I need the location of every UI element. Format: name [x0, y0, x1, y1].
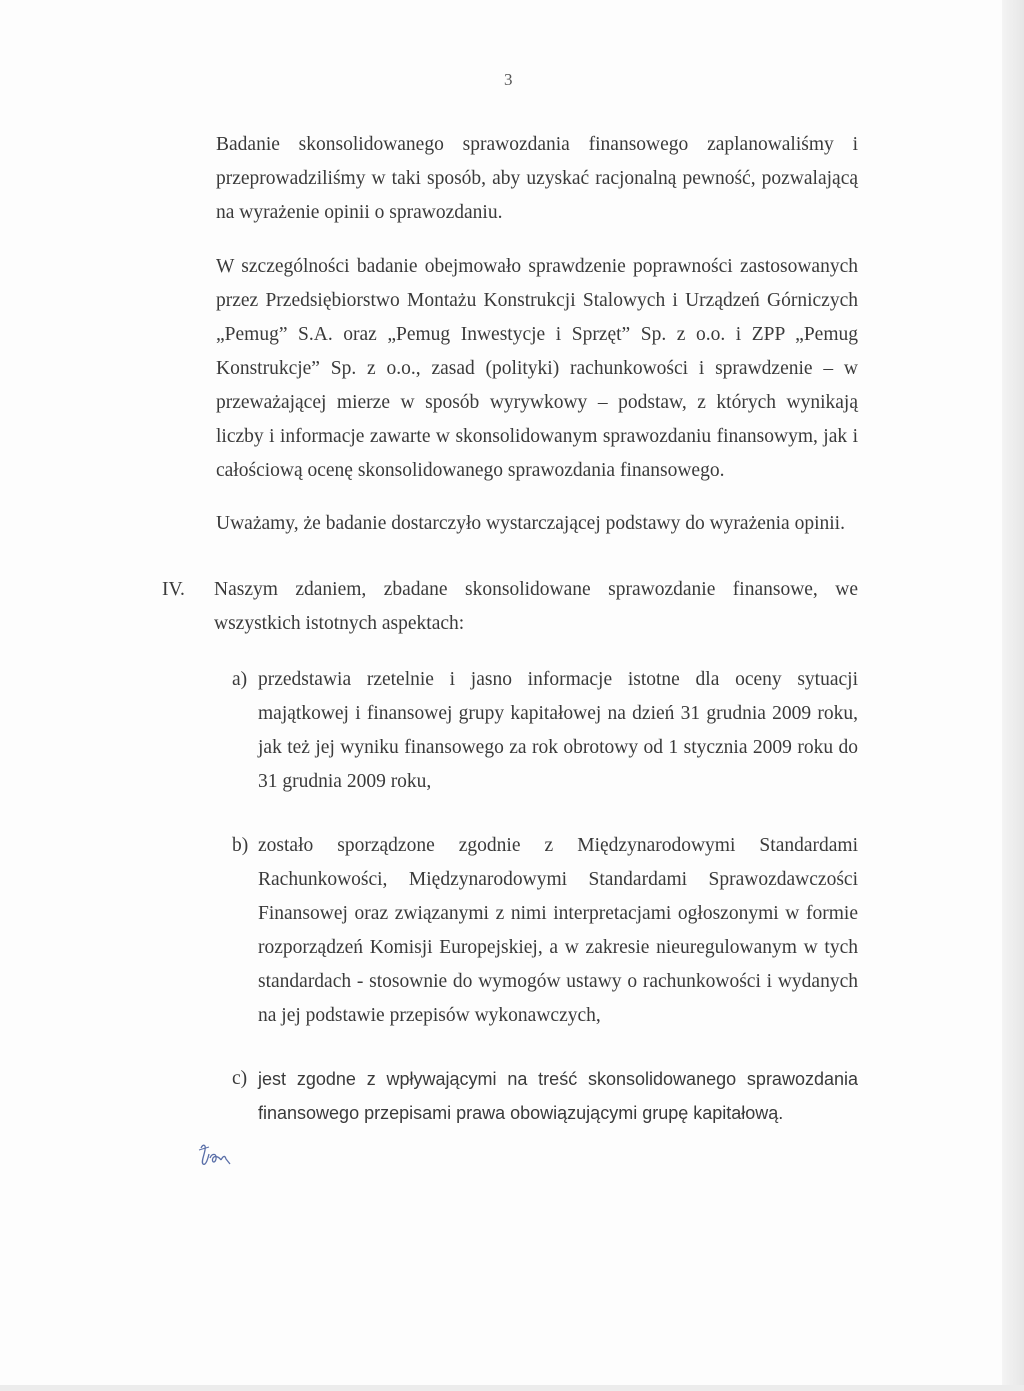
scan-edge-right [1002, 0, 1024, 1391]
paragraph-audit-basis: Uważamy, że badanie dostarczyło wystarczającej podstawy do wyrażenia opinii. [216, 513, 845, 534]
list-item-text: przedstawia rzetelnie i jasno informacje istotne dla oceny sytuacji majątkowej i finansowej grupy kapitałowej na dzień 31 grudnia 2009 roku, jak też jej wyniku finansowego za rok obrotowy od 1 stycznia 2009 roku do 31 grudnia 2009 roku, [258, 669, 858, 792]
section-number: IV. [162, 579, 185, 600]
list-item-label: a) [232, 669, 248, 690]
list-item-text: jest zgodne z wpływającymi na treść skonsolidowanego sprawozdania finansowego przepisami prawa obowiązującymi grupę kapitałową. [258, 1069, 858, 1123]
list-item-label: b) [232, 835, 249, 856]
page-number: 3 [504, 70, 513, 89]
scan-edge-bottom [0, 1385, 1024, 1391]
paragraph-audit-planning: Badanie skonsolidowanego sprawozdania finansowego zaplanowaliśmy i przeprowadziliśmy w taki sposób, aby uzyskać racjonalną pewność, pozwalającą na wyrażenie opinii o sprawozdaniu. [216, 134, 858, 223]
list-item-text: zostało sporządzone zgodnie z Międzynarodowymi Standardami Rachunkowości, Międzynarodowymi Standardami Sprawozdawczości Finansowej oraz związanymi z nimi interpretacjami ogłoszonymi w formie rozporządzeń Komisji Europejskiej, a w zakresie nieuregulowanym w tych standardach - stosownie do wymogów ustawy o rachunkowości i wydanych na jej podstawie przepisów wykonawczych, [258, 835, 858, 1026]
paragraph-audit-scope: W szczególności badanie obejmowało sprawdzenie poprawności zastosowanych przez Przedsiębiorstwo Montażu Konstrukcji Stalowych i Urządzeń Górniczych „Pemug” S.A. oraz „Pemug Inwestycje i Sprzęt” Sp. z o.o. i ZPP „Pemug Konstrukcje” Sp. z o.o., zasad (polityki) rachunkowości i sprawdzenie – w przeważającej mierze w sposób wyrywkowy – podstaw, z których wynikają liczby i informacje zawarte w skonsolidowanym sprawozdaniu finansowym, jak i całościową ocenę skonsolidowanego sprawozdania finansowego. [216, 256, 858, 481]
list-item-label: c) [232, 1068, 248, 1089]
section-intro: Naszym zdaniem, zbadane skonsolidowane sprawozdanie finansowe, we wszystkich istotnych aspektach: [214, 579, 858, 634]
handwritten-initials-icon [197, 1140, 235, 1170]
